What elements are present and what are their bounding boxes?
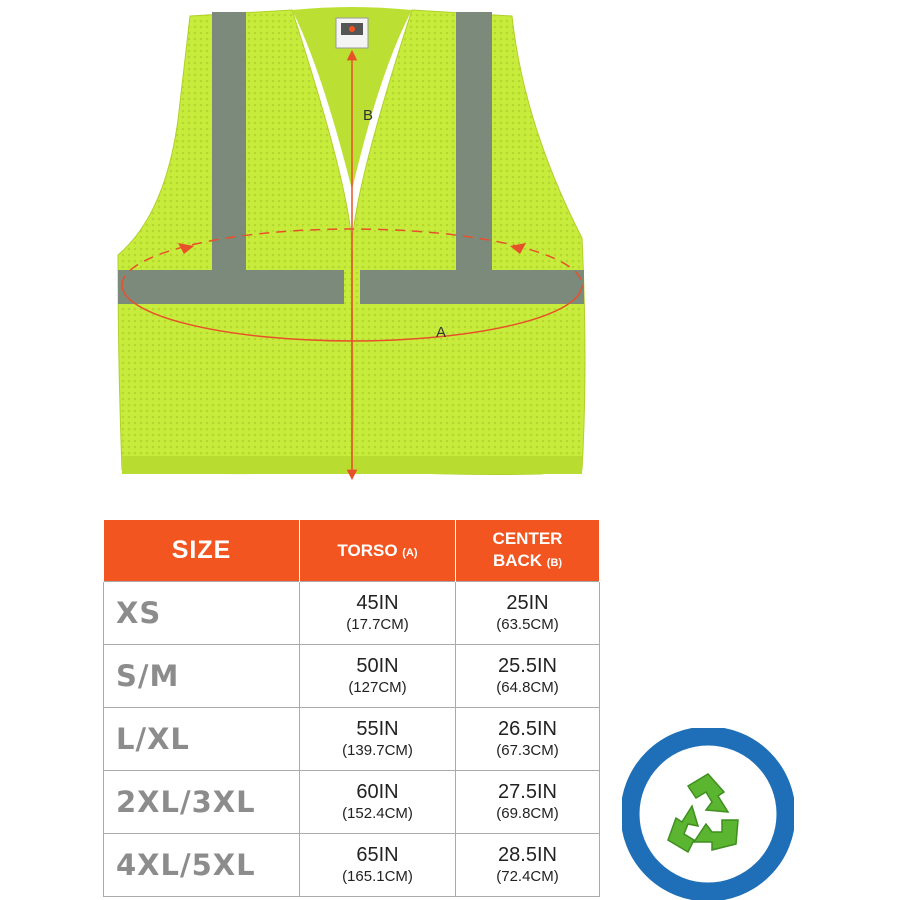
recycled-materials-badge <box>622 728 794 900</box>
reflective-stripe-left-horizontal <box>118 270 344 304</box>
table-row <box>104 834 600 897</box>
center-back-cell: 28.5IN (72.4CM) <box>456 834 600 897</box>
table-row <box>104 771 600 834</box>
size-name: L/XL <box>104 708 300 771</box>
header-torso: TORSO (A) <box>300 520 456 582</box>
torso-cell: 60IN (152.4CM) <box>300 771 456 834</box>
center-back-cell: 27.5IN (69.8CM) <box>456 771 600 834</box>
reflective-stripe-right-vertical <box>456 12 492 270</box>
size-name: 4XL/5XL <box>104 834 300 897</box>
measure-a-label: A <box>436 324 447 341</box>
badge-top-text: MADE WITH <box>660 744 756 775</box>
size-name: XS <box>104 582 300 645</box>
center-back-cell: 25.5IN (64.8CM) <box>456 645 600 708</box>
reflective-stripe-right-horizontal <box>360 270 584 304</box>
header-center-back: CENTER BACK (B) <box>456 520 600 582</box>
torso-cell: 50IN (127CM) <box>300 645 456 708</box>
size-chart-table <box>103 519 600 897</box>
table-row <box>104 708 600 771</box>
torso-cell: 55IN (139.7CM) <box>300 708 456 771</box>
size-name: S/M <box>104 645 300 708</box>
table-row <box>104 582 600 645</box>
size-name: 2XL/3XL <box>104 771 300 834</box>
table-header-row <box>104 520 600 582</box>
reflective-stripe-left-vertical <box>212 12 246 270</box>
table-row <box>104 645 600 708</box>
torso-cell: 65IN (165.1CM) <box>300 834 456 897</box>
center-back-cell: 25IN (63.5CM) <box>456 582 600 645</box>
badge-bottom-text: RECYCLED MATERIALS <box>640 832 776 886</box>
center-back-cell: 26.5IN (67.3CM) <box>456 708 600 771</box>
header-size: SIZE <box>104 520 300 582</box>
torso-cell: 45IN (17.7CM) <box>300 582 456 645</box>
measure-b-label: B <box>363 107 374 124</box>
